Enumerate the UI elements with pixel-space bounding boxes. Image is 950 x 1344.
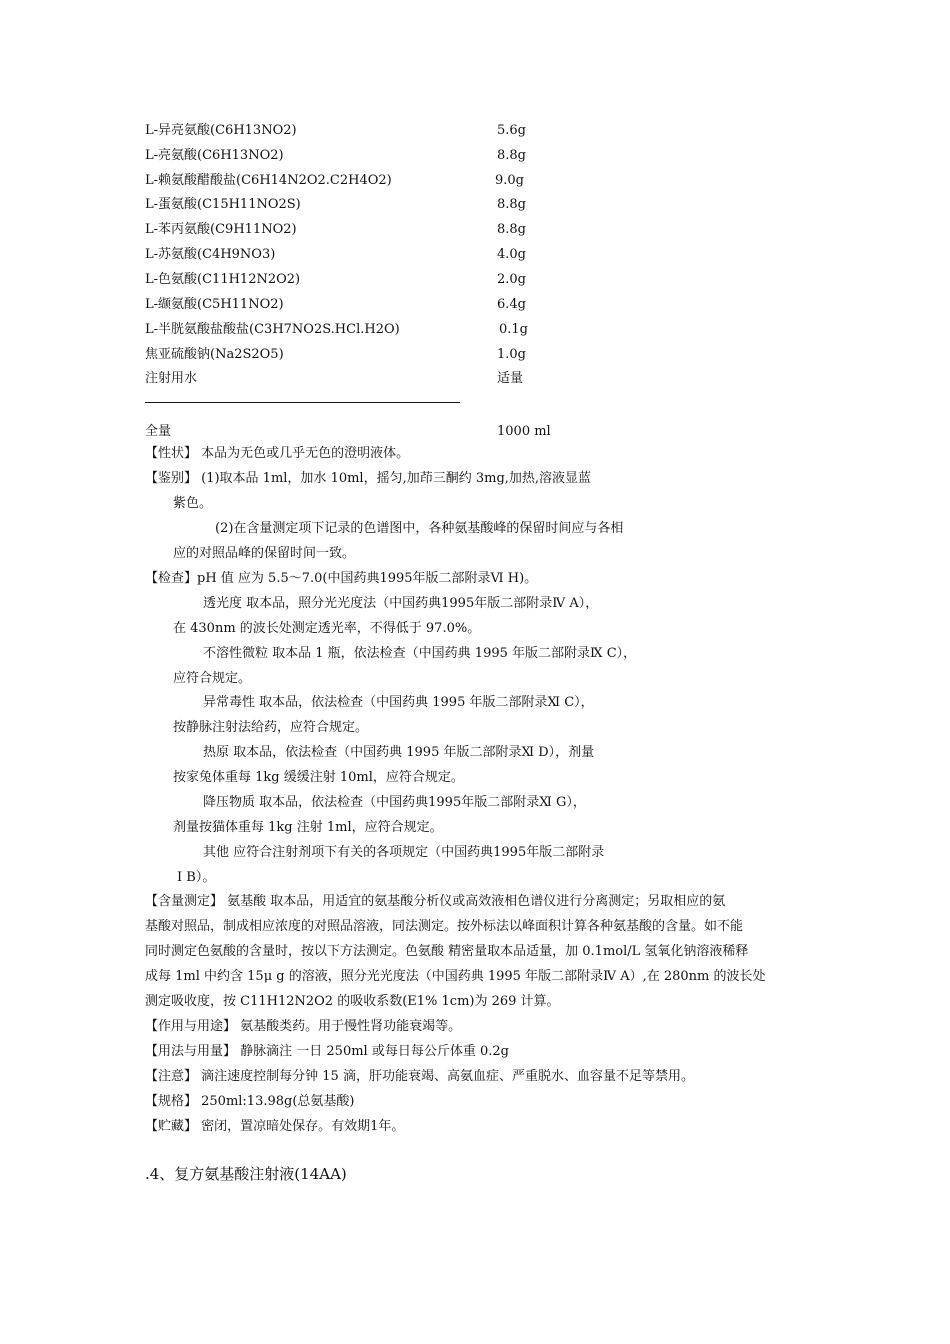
ingredient-name: L-苯丙氨酸(C9H11NO2) <box>145 222 297 237</box>
ingredient-name: 注射用水 <box>145 371 198 386</box>
ingredient-name: L-赖氨酸醋酸盐(C6H14N2O2.C2H4O2) <box>145 173 392 188</box>
text-line: 应符合规定。 <box>173 671 252 686</box>
ingredient-amount: 0.1g <box>499 322 528 337</box>
text-line: 基酸对照品，制成相应浓度的对照品溶液，同法测定。按外标法以峰面积计算各种氨基酸的含量。如不能 <box>145 919 744 934</box>
text-line: 成每 1ml 中约含 15μ g 的溶液，照分光光度法（中国药典 1995 年版二部附录Ⅳ A）,在 280nm 的波长处 <box>145 969 766 984</box>
ingredient-name: L-异亮氨酸(C6H13NO2) <box>145 123 297 138</box>
total-label: 全量 <box>145 424 172 439</box>
ingredient-name: L-苏氨酸(C4H9NO3) <box>145 247 276 262</box>
ingredient-name: L-半胱氨酸盐酸盐(C3H7NO2S.HCl.H2O) <box>145 322 400 337</box>
section-storage: 【贮藏】 密闭，置凉暗处保存。有效期1年。 <box>145 1119 405 1134</box>
text-line: Ⅰ B）。 <box>177 870 216 885</box>
ingredient-amount: 8.8g <box>497 222 526 237</box>
ingredient-amount: 2.0g <box>497 272 526 287</box>
text-line: 异常毒性 取本品，依法检查（中国药典 1995 年版二部附录Ⅺ C）， <box>203 695 594 710</box>
text-line: 按家兔体重每 1kg 缓缓注射 10ml，应符合规定。 <box>173 770 464 785</box>
ingredient-amount: 4.0g <box>497 247 526 262</box>
ingredient-name: 焦亚硫酸钠(Na2S2O5) <box>145 347 284 362</box>
ingredient-amount: 适量 <box>497 371 524 386</box>
section-assay: 【含量测定】 氨基酸 取本品，用适宜的氨基酸分析仪或高效液相色谱仪进行分离测定；另取相应的氨 <box>145 894 726 909</box>
table-divider <box>145 402 460 403</box>
text-line: 剂量按猫体重每 1kg 注射 1ml，应符合规定。 <box>173 820 443 835</box>
text-line: 其他 应符合注射剂项下有关的各项规定（中国药典1995年版二部附录 <box>203 845 605 860</box>
ingredient-name: L-色氨酸(C11H12N2O2) <box>145 272 301 287</box>
ingredient-amount: 8.8g <box>497 148 526 163</box>
ingredient-name: L-缬氨酸(C5H11NO2) <box>145 297 284 312</box>
text-line: 应的对照品峰的保留时间一致。 <box>173 546 356 561</box>
section-appearance: 【性状】 本品为无色或几乎无色的澄明液体。 <box>145 446 410 461</box>
section-caution: 【注意】 滴注速度控制每分钟 15 滴，肝功能衰竭、高氨血症、严重脱水、血容量不足等禁用。 <box>145 1069 694 1084</box>
text-line: 热原 取本品，依法检查（中国药典 1995 年版二部附录Ⅺ D），剂量 <box>203 745 595 760</box>
text-line: 降压物质 取本品，依法检查（中国药典1995年版二部附录Ⅺ G）， <box>203 795 586 810</box>
text-line: (2)在含量测定项下记录的色谱图中，各种氨基酸峰的保留时间应与各相 <box>215 521 624 536</box>
next-section-heading: .4、复方氨基酸注射液(14AA) <box>145 1165 347 1183</box>
section-dosage: 【用法与用量】 静脉滴注 一日 250ml 或每日每公斤体重 0.2g <box>145 1044 509 1059</box>
text-line: 不溶性微粒 取本品 1 瓶，依法检查（中国药典 1995 年版二部附录Ⅸ C）， <box>203 646 637 661</box>
ingredient-amount: 5.6g <box>497 123 526 138</box>
text-line: 按静脉注射法给药，应符合规定。 <box>173 720 369 735</box>
section-spec: 【规格】 250ml:13.98g(总氨基酸) <box>145 1094 355 1109</box>
text-line: 在 430nm 的波长处测定透光率，不得低于 97.0%。 <box>173 621 481 636</box>
text-line: 测定吸收度，按 C11H12N2O2 的吸收系数(E1% 1cm)为 269 计算。 <box>145 994 560 1009</box>
text-line: 紫色。 <box>173 496 213 511</box>
ingredient-name: L-蛋氨酸(C15H11NO2S) <box>145 197 301 212</box>
ingredient-amount: 6.4g <box>497 297 526 312</box>
ingredient-amount: 1.0g <box>497 347 526 362</box>
ingredient-name: L-亮氨酸(C6H13NO2) <box>145 148 284 163</box>
text-line: 透光度 取本品，照分光光度法（中国药典1995年版二部附录Ⅳ A）， <box>203 596 599 611</box>
ingredient-amount: 8.8g <box>497 197 526 212</box>
section-inspection: 【检查】pH 值 应为 5.5～7.0(中国药典1995年版二部附录Ⅵ H)。 <box>145 571 538 586</box>
total-amount: 1000 ml <box>497 424 551 439</box>
section-usage: 【作用与用途】 氨基酸类药。用于慢性肾功能衰竭等。 <box>145 1019 462 1034</box>
section-identification: 【鉴别】 (1)取本品 1ml，加水 10ml，摇匀,加茚三酮约 3mg,加热,溶液显蓝 <box>145 471 592 486</box>
ingredient-amount: 9.0g <box>495 173 524 188</box>
text-line: 同时测定色氨酸的含量时，按以下方法测定。色氨酸 精密量取本品适量，加 0.1mol/L 氢氧化钠溶液稀释 <box>145 944 749 959</box>
